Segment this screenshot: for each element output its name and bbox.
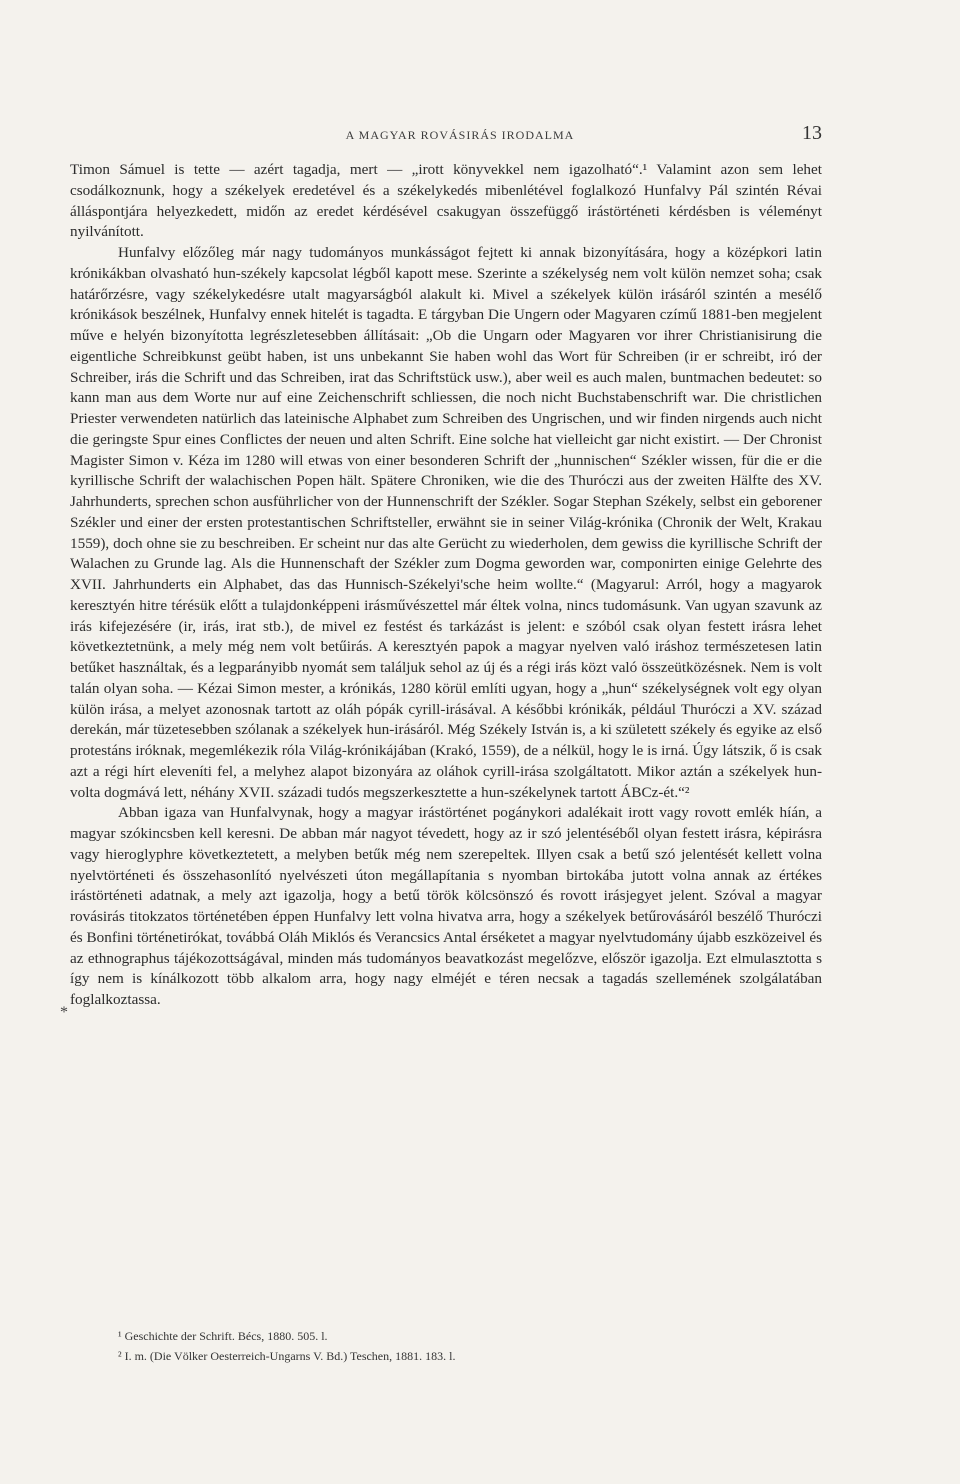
body-text xyxy=(70,160,822,1011)
paragraph-2: Hunfalvy előzőleg már nagy tudományos munkásságot fejtett ki annak bizonyítására, hogy a középkori latin krónikákban olvasható hun-székely kapcsolat légből kapott mese. Szerinte a székelység nem volt külön nemzet soha; csak határőrzésre, vagy székelykedésre utalt magyarságból alakult ki. Mivel a székelyek külön irásáról szintén a mesélő krónikások beszélnek, Hunfalvy ennek hitelét is tagadta. E tárgyban Die Ungern oder Magyaren czímű 1881-ben megjelent műve e helyén bizonyította legrészletesebben állításait: „Ob die Ungarn oder Magyaren vor ihrer Christianisirung die eigentliche Schreibkunst geübt haben, ist uns unbekannt Sie haben wohl das Wort für Schreiben (ir er schreibt, iró der Schreiber, irás die Schrift und das Schreiben, irat das Schriftstück usw.), aber weil es auch malen, buntmachen bedeutet: so kann man aus dem Worte nur auf eine Zeichenschrift schliessen, die noch nicht Buchstabenschrift war. Die christlichen Priester verwendeten natürlich das lateinische Alphabet zum Schreiben des Ungrischen, und wir finden nirgends auch nicht die geringste Spur eines Conflictes der neuen und alten Schrift. Eine solche hat vielleicht gar nicht existirt. — Der Chronist Magister Simon v. Kéza im 1280 will etwas von einer besonderen Schrift der „hunnischen“ Székler wissen, für die er die kyrillische Schrift der walachischen Popen hält. Spätere Chroniken, wie die des Thuróczi aus der zweiten Hälfte des XV. Jahrhunderts, sprechen schon ausführlicher von der Hunnenschrift der Székler. Sogar Stephan Székely, selbst ein geborener Székler und einer der ersten protestantischen Schriftsteller, erwähnt sie in seiner Világ-krónika (Chronik der Welt, Krakau 1559), doch ohne sie zu beschreiben. Er scheint nur das alte Gerücht zu wiederholen, dem gewiss die kyrillische Schrift der Walachen zu Grunde lag. Als die Hunnenschaft der Székler zum Dogma geworden war, componirten einige Gelehrte des XVII. Jahrhunderts ein Alphabet, das das Hunnisch-Székelyi'sche heim wollte.“ (Magyarul: Arról, hogy a magyarok keresztyén hitre térésük előtt a tulajdonképpeni irásművészettel már éltek volna, nincs tudomásunk. Van ugyan szavunk az irás kifejezésére (ir, irás, irat stb.), de mivel ez festést és tarkázást is jelent: e szóból csak olyan festett irásra lehet következtetnünk, a mely még nem volt betűirás. A keresztyén papok a magyar nyelven való iráshoz természetesen latin betűket használtak, és a legparányibb nyomát sem találjuk sehol az új és a régi irás közt való összeütközésnek. Nem is volt talán olyan soha. — Kézai Simon mester, a krónikás, 1280 körül említi ugyan, hogy a „hun“ székelységnek volt egy olyan külön irása, a melyet azonosnak tartott az oláh pópák cyrill-irásával. A későbbi krónikák, például Thuróczi a XV. század derekán, már tüzetesebben szólanak a székelyek hun-irásáról. Még Székely István is, a ki született székely és egyike az első protestáns iróknak, megemlékezik róla Világ-krónikájában (Krakó, 1559), de a nélkül, hogy le is irná. Úgy látszik, ő is csak azt a régi hírt eleveníti fel, a melyhez alapot bizonyára az oláhok cyrill-irása szolgáltatott. Mikor aztán a székelyek hun-volta dogmává lett, néhány XVII. századi tudós megszerkesztette a hun-székelynek tartott ÁBCz-ét.“² xyxy=(70,244,822,801)
footnotes xyxy=(118,1326,818,1366)
page-number: 13 xyxy=(802,122,822,144)
page-header xyxy=(0,122,960,152)
margin-mark: * xyxy=(60,1004,68,1021)
running-title: A MAGYAR ROVÁSIRÁS IRODALMA xyxy=(345,128,575,142)
paragraph-3: Abban igaza van Hunfalvynak, hogy a magyar irástörténet pogánykori adalékait irott vagy rovott emlék híán, a magyar szókincsben kell keresni. De abban már nagyot tévedett, hogy az ir szó jelentéséből olyan festett irásra, képirásra vagy hieroglyphre következtetett, a melyben betűk még nem szerepeltek. Illyen csak a betű szó jelentését kellett volna nyelvtörténeti és összehasonlító nyelvészeti úton megállapítania s nyomban birtokába jutott volna annak az értékes irástörténeti adatnak, a mely azt igazolja, hogy a betű török kölcsönszó és rovott irásjegyet jelent. Szóval a magyar rovásirás titokzatos történetében éppen Hunfalvy lett volna hivatva arra, hogy a székelyek betűrovásáról beszélő Thuróczi és Bonfini történetirókat, továbbá Oláh Miklós és Verancsics Antal érséketet a magyar nyelvtudomány újabb eszközeivel és az ethnographus tájékozottságával, minden más tudományos beavatkozást megelőzve, először igazolja. Ezt elmulasztotta s így nem is kínálkozott több alkalom arra, hogy nagy elméjét e téren necsak a tagadás szellemének szolgálatában foglalkoztassa. xyxy=(70,804,822,1008)
footnote-2: ² I. m. (Die Völker Oesterreich-Ungarns V. Bd.) Teschen, 1881. 183. l. xyxy=(118,1349,456,1363)
paragraph-1: Timon Sámuel is tette — azért tagadja, mert — „irott könyvekkel nem igazolható“.¹ Valamint azon sem lehet csodálkoznunk, hogy a székelyek eredetével és a székelykedés mibenlétével foglalkozó Hunfalvy Pál szintén Révai álláspontjára helyezkedett, midőn az eredet kérdésével csakugyan összefüggő irástörténeti kérdésben is véleményt nyilvánított. xyxy=(70,161,822,241)
footnote-1: ¹ Geschichte der Schrift. Bécs, 1880. 505. l. xyxy=(118,1329,328,1343)
